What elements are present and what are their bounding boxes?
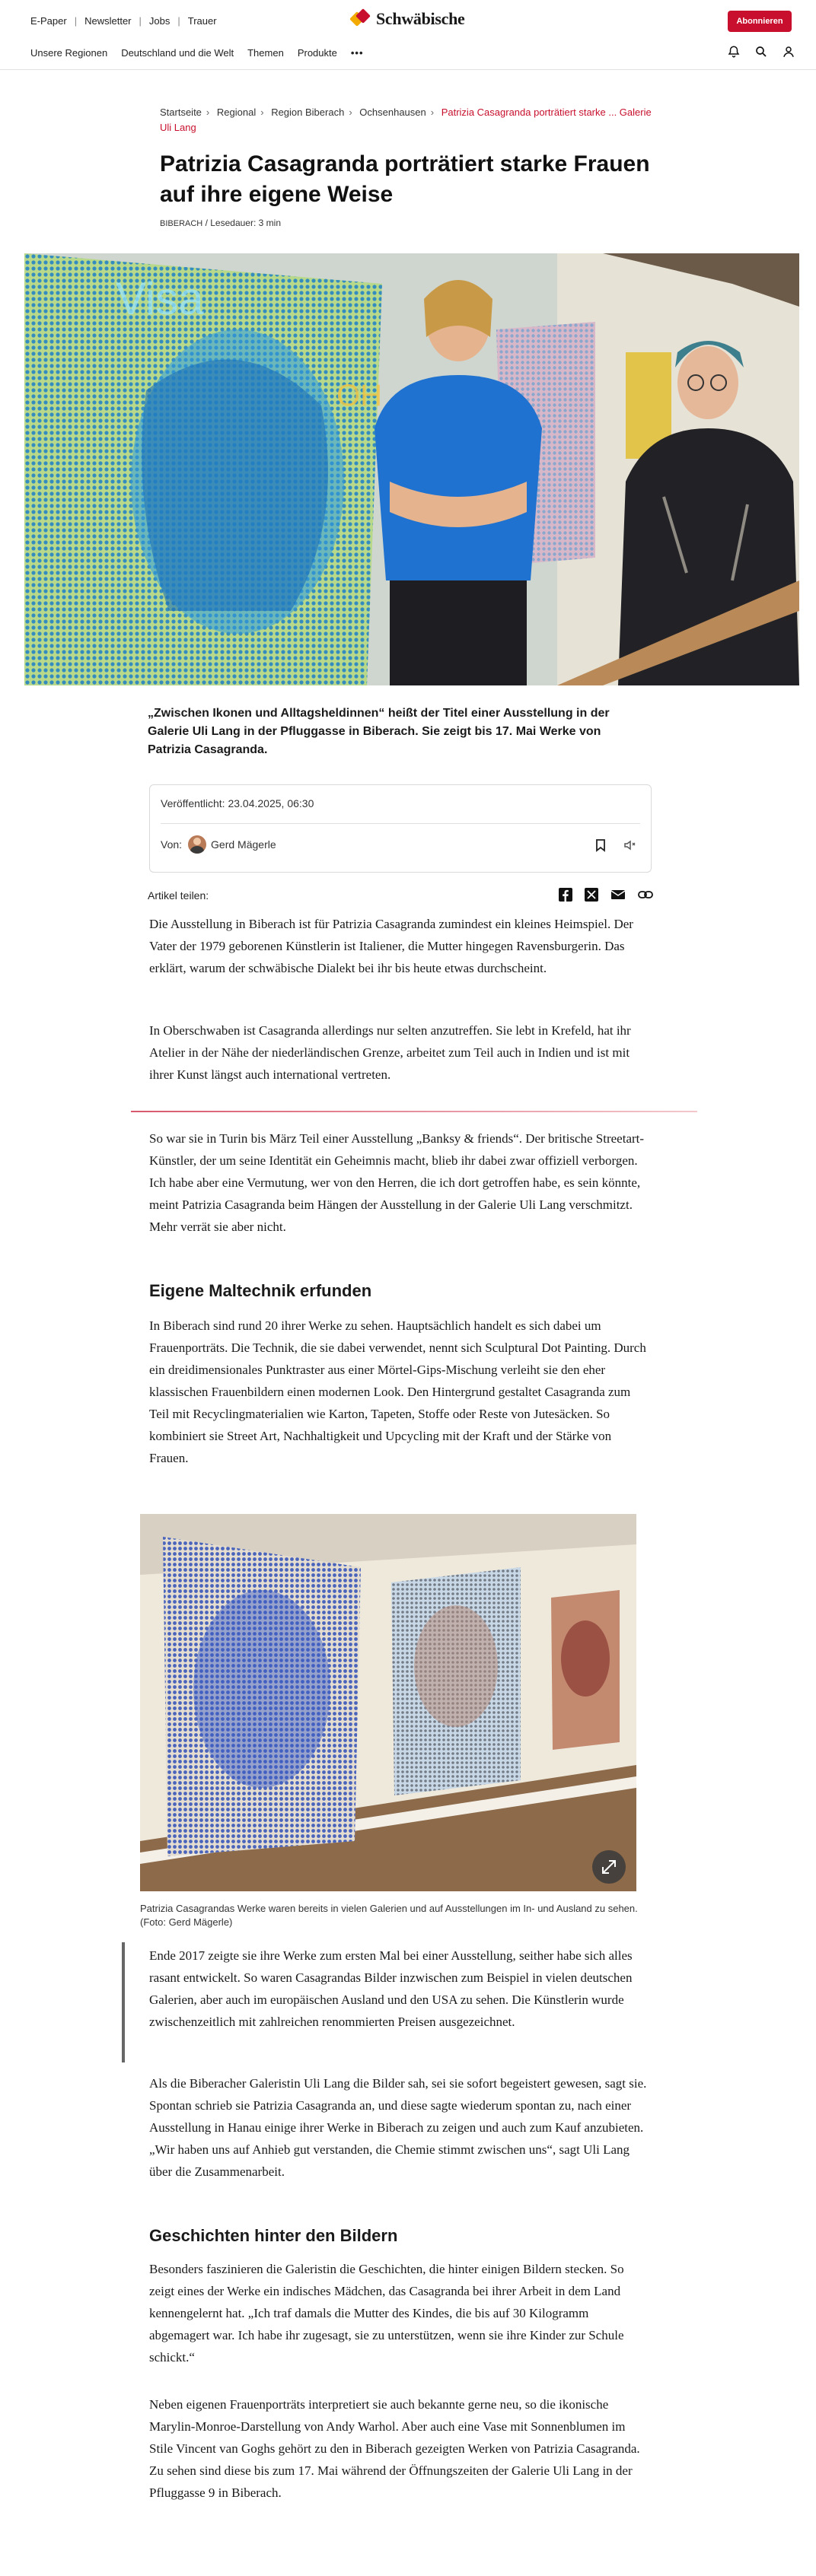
paragraph: So war sie in Turin bis März Teil einer Ausstellung „Banksy & friends“. Der britische Streetart-Künstler, der um seine Identität ein Geheimnis macht, blieb ihr dabei zwar offiziell verborgen. Ich habe aber eine Vermutung, wer von den Herren, die ich dort getroffen habe, es sein könnte, meint Patrizia Casagranda beim Hängen der Ausstellung in der Galerie Uli Lang verschmitzt. Mehr verrät sie aber nicht. bbox=[149, 1131, 645, 1234]
main-navigation bbox=[30, 47, 364, 59]
image-caption: Patrizia Casagrandas Werke waren bereits in vielen Galerien und auf Ausstellungen im In- und Ausland zu sehen. (Foto: Gerd Mägerle) bbox=[140, 1903, 638, 1928]
hero-image bbox=[24, 253, 799, 685]
paragraph: Ende 2017 zeigte sie ihre Werke zum ersten Mal bei einer Ausstellung, seither habe sich alles rasant entwickelt. So waren Casagrandas Bilder inzwischen zum Beispiel in vielen deutschen Galerien, aber auch im europäischen Ausland und den USA zu sehen. Die Künstlerin wurde zwischenzeitlich mit zahlreichen renommierten Preisen ausgezeichnet. bbox=[149, 1948, 633, 2029]
article-header bbox=[160, 105, 662, 228]
quote-bar bbox=[122, 1942, 125, 2062]
utility-links bbox=[30, 15, 217, 27]
subscribe-button[interactable]: Abonnieren bbox=[728, 11, 792, 32]
author-avatar bbox=[188, 835, 206, 854]
util-link-jobs[interactable]: Jobs bbox=[148, 15, 171, 27]
mail-icon[interactable] bbox=[610, 889, 626, 903]
article-actions bbox=[594, 838, 637, 856]
util-link-trauer[interactable]: Trauer bbox=[187, 15, 217, 27]
published-label: Veröffentlicht: bbox=[161, 797, 225, 809]
article-meta bbox=[160, 218, 662, 228]
divider bbox=[161, 823, 640, 824]
share-icons bbox=[559, 888, 653, 904]
logo-text: Schwäbische bbox=[376, 9, 465, 28]
author-name[interactable]: Gerd Mägerle bbox=[211, 838, 276, 851]
breadcrumb bbox=[160, 105, 662, 135]
breadcrumb-item[interactable]: Startseite bbox=[160, 107, 202, 118]
chevron-right-icon: › bbox=[430, 107, 435, 118]
util-link-newsletter[interactable]: Newsletter bbox=[84, 15, 132, 27]
svg-text:Visa: Visa bbox=[116, 273, 204, 324]
chevron-right-icon: › bbox=[349, 107, 352, 118]
separator: | bbox=[177, 15, 180, 27]
paragraph: Die Ausstellung in Biberach ist für Patrizia Casagranda zumindest ein kleines Heimspiel. Der Vater der 1979 geborenen Künstlerin ist Italiener, die Mutter hingegen Ravensburgerin. Das erklärt, warum der schwäbische Dialekt bei ihr bis heute etwas durchscheint. bbox=[149, 917, 633, 975]
chevron-right-icon: › bbox=[260, 107, 264, 118]
nav-more-button[interactable]: ••• bbox=[350, 47, 364, 59]
chevron-right-icon: › bbox=[206, 107, 210, 118]
nav-item-produkte[interactable]: Produkte bbox=[297, 47, 337, 59]
article-lead: „Zwischen Ikonen und Alltagsheldinnen“ heißt der Titel einer Ausstellung in der Galerie Uli Lang in der Pfluggasse in Biberach. Sie zeigt bis 17. Mai Werke von Patrizia Casagranda. bbox=[148, 707, 610, 756]
share-label: Artikel teilen: bbox=[148, 889, 209, 902]
x-icon[interactable] bbox=[585, 888, 598, 904]
user-icon[interactable] bbox=[781, 44, 796, 59]
paragraph: Neben eigenen Frauenporträts interpretiert sie auch bekannte gerne neu, so die ikonische Marylin-Monroe-Darstellung von Andy Warhol. Aber auch eine Vase mit Sonnenblumen im Stile Vincent van Goghs gehört zu den in Biberach gezeigten Werken von Patrizia Casagranda. Zu sehen sind diese bis zum 17. Mai während der Öffnungszeiten der Galerie Uli Lang in der Pfluggasse 9 in Biberach. bbox=[149, 2397, 640, 2500]
site-header bbox=[0, 0, 816, 70]
svg-text:OH: OH bbox=[336, 379, 382, 412]
subheading: Geschichten hinter den Bildern bbox=[149, 2226, 398, 2245]
published-row bbox=[161, 797, 314, 809]
speaker-icon[interactable] bbox=[623, 838, 637, 856]
header-icons bbox=[726, 44, 796, 59]
subheading: Eigene Maltechnik erfunden bbox=[149, 1281, 372, 1300]
author-row bbox=[161, 835, 276, 854]
link-icon[interactable] bbox=[638, 889, 653, 902]
nav-item-deutschland-welt[interactable]: Deutschland und die Welt bbox=[121, 47, 234, 59]
site-logo[interactable] bbox=[352, 9, 465, 29]
nav-item-themen[interactable]: Themen bbox=[247, 47, 284, 59]
article-info-box bbox=[149, 784, 652, 873]
article-title: Patrizia Casagranda porträtiert starke Frauen auf ihre eigene Weise bbox=[160, 151, 650, 207]
author-label: Von: bbox=[161, 838, 183, 851]
logo-mark-icon bbox=[352, 9, 371, 29]
breadcrumb-item[interactable]: Region Biberach bbox=[271, 107, 345, 118]
search-icon[interactable] bbox=[754, 44, 769, 59]
published-value: 23.04.2025, 06:30 bbox=[228, 797, 314, 809]
divider-line bbox=[131, 1111, 697, 1112]
nav-item-regionen[interactable]: Unsere Regionen bbox=[30, 47, 108, 59]
paragraph: Besonders faszinieren die Galeristin die Geschichten, die hinter einigen Bildern stecken. So zeigt eines der Werke ein indisches Mädchen, das Casagranda bei ihrer Arbeit in dem Land kennengelernt hat. „Ich traf damals die Mutter des Kindes, die bis auf 30 Kilogramm abgemagert war. Ich habe ihr zugesagt, sie zu unterstützen, wenn sie ihre Kinder zur Schule schickt.“ bbox=[149, 2262, 624, 2365]
separator: | bbox=[139, 15, 142, 27]
util-link-epaper[interactable]: E-Paper bbox=[30, 15, 67, 27]
share-bar bbox=[148, 884, 653, 907]
reading-time: / Lesedauer: 3 min bbox=[205, 218, 281, 228]
bookmark-icon[interactable] bbox=[594, 838, 607, 856]
paragraph: In Oberschwaben ist Casagranda allerdings nur selten anzutreffen. Sie lebt in Krefeld, hat ihr Atelier in der Nähe der niederländischen Grenze, arbeitet zum Teil auch in Indien und ist mit ihrer Kunst längst auch international vertreten. bbox=[149, 1023, 631, 1082]
paragraph: Als die Biberacher Galeristin Uli Lang die Bilder sah, sei sie sofort begeistert gewesen, sagt sie. Spontan schrieb sie Patrizia Casagranda an, und diese sagte wiederum spontan zu, nach einer Ausstellung in Hanau einige ihrer Werke in Biberach zu zeigen und auch zum Kauf anzubieten. „Wir haben uns auf Anhieb gut verstanden, die Chemie stimmt zwischen uns“, sagt Uli Lang über die Zusammenarbeit. bbox=[149, 2076, 647, 2179]
separator: | bbox=[74, 15, 78, 27]
gallery-image[interactable] bbox=[140, 1514, 636, 1891]
article-location: BIBERACH bbox=[160, 219, 203, 228]
breadcrumb-current: Patrizia Casagranda porträtiert starke ... Galerie Uli Lang bbox=[160, 107, 652, 133]
paragraph: In Biberach sind rund 20 ihrer Werke zu sehen. Hauptsächlich handelt es sich dabei um Frauenporträts. Die Technik, die sie dabei verwendet, nennt sich Sculptural Dot Painting. Durch ein dreidimensionales Punktraster aus einer Mörtel-Gips-Mischung verleiht sie den eher klassischen Frauenbildern einen modernen Look. Den Hintergrund gestaltet Casagranda zum Teil mit Recyclingmaterialien wie Karton, Tapeten, Stoffe oder Reste von Jutesäcken. So kombiniert sie Street Art, Nachhaltigkeit und Upcycling mit der Kraft und der Stärke von Frauen. bbox=[149, 1318, 646, 1465]
bell-icon[interactable] bbox=[726, 44, 741, 59]
breadcrumb-item[interactable]: Ochsenhausen bbox=[359, 107, 426, 118]
breadcrumb-item[interactable]: Regional bbox=[216, 107, 257, 118]
facebook-icon[interactable] bbox=[559, 888, 572, 904]
